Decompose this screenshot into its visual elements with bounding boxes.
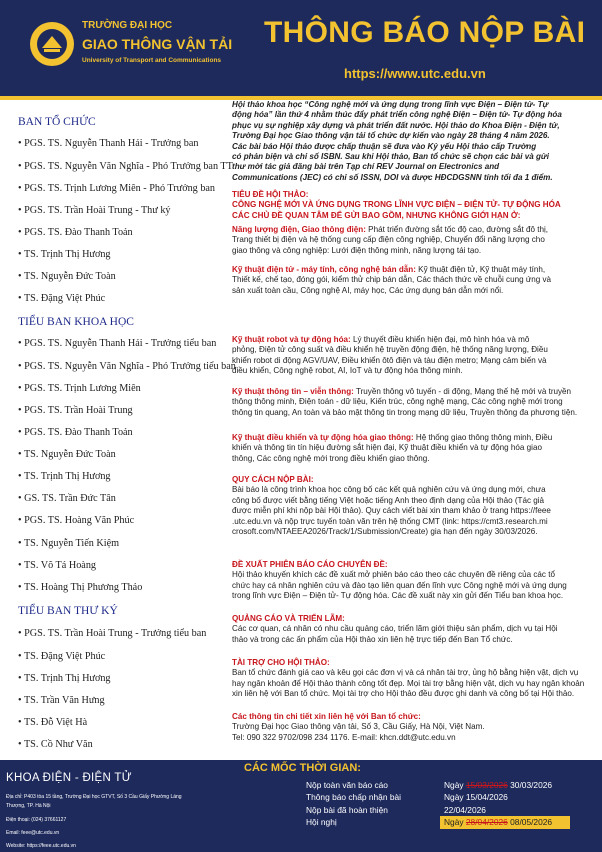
list-item: • TS. Võ Tá Hoàng [18, 560, 96, 571]
timeline-date [444, 805, 486, 815]
timeline-date-old: 28/04/2026 [465, 817, 508, 827]
timeline-label: Nộp bài đã hoàn thiện [306, 805, 388, 815]
secretariat-title: TIỂU BAN THƯ KÝ [18, 605, 118, 617]
page-title: THÔNG BÁO NỘP BÀI [264, 16, 586, 49]
special-session-heading: ĐỀ XUẤT PHIÊN BÁO CÁO CHUYÊN ĐỀ: [232, 560, 388, 569]
sponsor-heading: TÀI TRỢ CHO HỘI THẢO: [232, 658, 330, 667]
timeline-date [444, 817, 552, 827]
topic-text: Kỹ thuật điện tử, Kỹ thuật máy tính, [415, 265, 546, 274]
ads-heading: QUẢNG CÁO VÀ TRIỂN LÃM: [232, 614, 345, 623]
footer-phone: Điện thoại: (024) 37661127 [6, 817, 67, 823]
topic-text: Hệ thống giao thông thông minh, Điều [413, 433, 553, 442]
timeline-date-new: 30/03/2026 [507, 780, 553, 790]
list-item: • TS. Trần Văn Hưng [18, 695, 105, 706]
submission-text: .utc.edu.vn và nộp trực tuyến toàn văn trên hệ thống CMT (link: https://cmt3.research.mi [232, 516, 548, 526]
topic-label: Kỹ thuật robot và tự động hóa: [232, 335, 351, 344]
intro-line: phục vụ sự nghiệp xây dựng và phát triển đất nước. Hội thảo do Khoa Điện - Điện tử, [232, 120, 560, 130]
website-link[interactable]: https://www.utc.edu.vn [344, 66, 486, 81]
list-item: • TS. Cồ Như Văn [18, 739, 93, 750]
submission-section [232, 475, 594, 537]
list-item: • PGS. TS. Trịnh Lương Miên [18, 383, 141, 394]
school-name-line2: GIAO THÔNG VẬN TẢI [82, 36, 233, 52]
sponsor-text: xin liên hệ với Ban tổ chức. Mọi tài trợ cho Hội thảo đều được ghi danh và công bố tại Hội thảo. [232, 689, 575, 699]
sponsor-section [232, 658, 594, 700]
list-item: • PGS. TS. Trần Hoài Trung - Trưởng tiểu ban [18, 628, 206, 639]
topic-item-traffic-control [232, 433, 594, 464]
topic-text: thông thông minh, Điện toán - dữ liệu, Kiến trúc, công nghệ mạng, Các công nghệ mới trong [232, 397, 563, 407]
timeline-date-new: 08/05/2026 [507, 817, 553, 827]
organizing-committee-title: BAN TỔ CHỨC [18, 116, 96, 128]
list-item: • PGS. TS. Đào Thanh Toản [18, 227, 133, 238]
ads-section [232, 614, 594, 645]
footer-address: Địa chỉ: P403 tòa 15 tầng, Trường Đại học GTVT, Số 3 Cầu Giấy Phường Láng [6, 794, 182, 800]
school-name-line1: TRƯỜNG ĐẠI HỌC [82, 20, 173, 31]
topic-text: Thiết kế, chế tạo, đóng gói, kiểm thử chip bán dẫn, Các thách thức về chuỗi cung ứng và [232, 275, 552, 285]
list-item: • TS. Trịnh Thị Hương [18, 249, 111, 260]
special-session-section [232, 560, 594, 602]
topic-item-energy [232, 225, 594, 256]
footer-website[interactable]: Website: https://feee.utc.edu.vn [6, 843, 76, 849]
list-item: • PGS. TS. Trịnh Lương Miên - Phó Trưởng ban [18, 183, 215, 194]
special-session-text: chức hay cá nhân nghiên cứu và đào tạo liên quan đến lĩnh vực Công nghệ mới và ứng dụng [232, 580, 567, 590]
list-item: • TS. Hoàng Thị Phương Thảo [18, 582, 142, 593]
topic-text: Lý thuyết điều khiển hiện đại, mô hình hóa và mô [350, 335, 530, 344]
list-item: • TS. Trịnh Thị Hương [18, 471, 111, 482]
topic-text: khiển và thông tin tín hiệu đường sắt hiện đại, Kỹ thuật điều khiển và tự động hóa giao [232, 443, 542, 453]
submission-text: Bài báo là công trình khoa học công bố các kết quả nghiên cứu và ứng dụng mới, chưa [232, 485, 546, 495]
timeline-date-prefix: Ngày [444, 817, 466, 827]
scientific-committee-title: TIỂU BAN KHOA HỌC [18, 316, 134, 328]
topics-section [232, 190, 594, 221]
list-item: • PGS. TS. Đào Thanh Toản [18, 427, 133, 438]
sponsor-text: hay ngân khoản để Hội thảo thành công tốt đẹp. Mọi tài trợ bằng hiện vật, dịch vụ hay ngân khoản [232, 678, 585, 688]
intro-line: Hội thảo khoa học “Công nghệ mới và ứng dụng trong lĩnh vực Điện – Điện tử- Tự [232, 100, 549, 109]
list-item: • PGS. TS. Hoàng Văn Phúc [18, 515, 134, 526]
topics-subheading-2: CÁC CHỦ ĐỀ QUAN TÂM ĐỂ GỬI BAO GỒM, NHƯNG KHÔNG GIỚI HẠN Ở: [232, 210, 521, 220]
list-item: • PGS. TS. Nguyễn Thanh Hải - Trưởng ban [18, 138, 199, 149]
list-item: • TS. Đặng Việt Phúc [18, 651, 105, 662]
topic-text: phỏng, Điện tử công suất và điều khiển hệ truyền động điện, hệ thống năng lượng, Điều [232, 345, 548, 355]
intro-line: Trường Đại học Giao thông vận tải tổ chức dự kiến vào ngày 28 tháng 4 năm 2026. [232, 131, 550, 141]
submission-heading: QUY CÁCH NỘP BÀI: [232, 475, 314, 484]
timeline-title: CÁC MỐC THỜI GIAN: [244, 762, 361, 774]
list-item: • PGS. TS. Nguyễn Văn Nghĩa - Phó Trưởng ban TT [18, 161, 233, 172]
list-item: • TS. Trịnh Thị Hương [18, 673, 111, 684]
timeline-panel [232, 762, 596, 848]
topic-text: giao thông và công nghiệp: Lưới điện thông minh, năng lượng tái tạo. [232, 245, 482, 255]
list-item: • TS. Nguyễn Tiến Kiệm [18, 538, 119, 549]
timeline-date-old: 15/03/2026 [465, 780, 508, 790]
timeline-label: Thông báo chấp nhận bài [306, 792, 401, 802]
list-item: • TS. Nguyễn Đức Toàn [18, 449, 116, 460]
list-item: • PGS. TS. Trần Hoài Trung [18, 405, 133, 416]
list-item: • PGS. TS. Nguyễn Thanh Hải - Trưởng tiểu ban [18, 338, 216, 349]
topic-text: Trang thiết bị điện và hệ thống cung cấp điện công nghiệp, Chuyển đổi năng lượng cho [232, 235, 545, 245]
timeline-date-prefix: Ngày 15/04/2026 [444, 792, 508, 802]
special-session-text: Hội thảo khuyến khích các đề xuất mở phiên báo cáo theo các chuyên đề riêng của các tổ [232, 570, 555, 580]
list-item: • PGS. TS. Trần Hoài Trung - Thư ký [18, 205, 171, 216]
school-name-english: University of Transport and Communications [82, 57, 222, 64]
submission-text: công bố được viết bằng tiếng Việt hoặc tiếng Anh theo định dạng của Hội thảo (Tác giả [232, 495, 545, 505]
topic-text: sản xuất toàn cầu, Công nghệ AI, máy học, Các ứng dụng bán dẫn mới nổi. [232, 285, 504, 295]
timeline-label: Hội nghị [306, 817, 337, 827]
special-session-text: trong lĩnh vực Điện – Điện tử- Tự động hóa. Các đề xuất này xin gửi đến Tiểu ban khoa học. [232, 591, 564, 601]
topic-label: Kỹ thuật điện tử - máy tính, công nghệ bán dẫn: [232, 265, 416, 274]
topic-label: Năng lượng điện, Giao thông điện: [232, 225, 366, 234]
list-item: • TS. Nguyễn Đức Toàn [18, 271, 116, 282]
contact-section [232, 712, 594, 743]
contact-address: Trường Đại học Giao thông vận tải, Số 3, Cầu Giấy, Hà Nội, Việt Nam. [232, 722, 485, 732]
intro-line: động hóa” lần thứ 4 nhằm thúc đẩy phát triển công nghệ Điện – Điện tử- Tự động hóa [232, 110, 562, 120]
topics-heading: TIÊU ĐỀ HỘI THẢO: [232, 190, 309, 199]
submission-text: được miễn phí khi nộp bài Hội thảo). Quy cách viết bài xin tham khảo ở trang https://feee [232, 506, 551, 516]
list-item: • GS. TS. Trần Đức Tân [18, 493, 116, 504]
intro-line: thư mời tác giả đăng bài trên Tạp chí REV Journal on Electronics and [232, 162, 500, 172]
list-item: • TS. Đỗ Việt Hà [18, 717, 87, 728]
university-logo-icon [30, 22, 74, 66]
list-item: • PGS. TS. Nguyễn Văn Nghĩa - Phó Trưởng tiểu ban [18, 361, 236, 372]
intro-line: có phản biện và chỉ số ISBN. Sau khi Hội thảo, Ban tổ chức sẽ chọn các bài và gửi [232, 152, 549, 162]
topic-text: điều khiển, Công nghệ robot, AI, IoT và tự động hóa thông minh. [232, 366, 463, 376]
list-item: • TS. Đặng Việt Phúc [18, 293, 105, 304]
topics-subheading: CÔNG NGHỆ MỚI VÀ ỨNG DỤNG TRONG LĨNH VỰC ĐIỆN – ĐIỆN TỬ- TỰ ĐỘNG HÓA [232, 200, 561, 210]
footer-address-2: Thượng, TP. Hà Nội [6, 803, 51, 809]
timeline-label: Nộp toàn văn báo cáo [306, 780, 388, 790]
topic-text: Phát triển đường sắt tốc độ cao, đường sắt đô thị, [365, 225, 549, 234]
topic-text: thông, Các công nghệ mới trong điều khiển giao thông. [232, 453, 430, 463]
footer-email[interactable]: Email: feee@utc.edu.vn [6, 830, 60, 836]
timeline-date-prefix: 22/04/2026 [444, 805, 486, 815]
contact-heading: Các thông tin chi tiết xin liên hệ với Ban tổ chức: [232, 712, 421, 721]
sponsor-text: Ban tổ chức đánh giá cao và kêu gọi các đơn vị và cá nhân tài trợ, ủng hộ bằng hiện vật, dịch vụ [232, 668, 579, 678]
intro-line: Communications (JEC) có chỉ số ISSN, DOI và được HĐCDGSNN tính tối đa 1 điểm. [232, 172, 553, 182]
topic-text: Truyền thông vô tuyến - di động, Mạng thế hệ mới và truyền [353, 387, 572, 396]
topic-text: thông tin quang, An toàn và bảo mật thông tin trong mạng dữ liệu, Truyền thông đa phương tiện. [232, 407, 578, 417]
ads-text: Các cơ quan, cá nhân có nhu cầu quảng cáo, triển lãm giới thiệu sản phẩm, dịch vụ tại Hội [232, 624, 558, 634]
intro-paragraph [232, 100, 594, 183]
topic-item-telecom [232, 387, 594, 418]
topic-text: khiển robot di động AGV/UAV, Điều khiển ôtô điện và tàu điện metro; Mạng cảm biến và [232, 355, 547, 365]
ads-text: thảo và trong các ấn phẩm của Hội thảo xin liên hệ trực tiếp đến Ban Tổ chức. [232, 634, 513, 644]
timeline-date [444, 792, 508, 802]
topic-item-robotics [232, 335, 594, 377]
intro-line: Các bài báo Hội thảo được chấp thuận sẽ đưa vào Kỷ yếu Hội thảo cấp Trường [232, 141, 537, 151]
timeline-date-prefix: Ngày [444, 780, 466, 790]
submission-text: crosoft.com/NTAEEA2026/Track/1/Submission/Create) gia hạn đến ngày 30/03/2026. [232, 527, 538, 537]
topic-item-electronics [232, 265, 594, 296]
topic-label: Kỹ thuật điều khiển và tự động hóa giao thông: [232, 433, 414, 442]
contact-phone-email[interactable]: Tel: 090 322 9702/098 234 1176. E-mail: khcn.ddt@utc.edu.vn [232, 732, 456, 742]
department-title: KHOA ĐIỆN - ĐIỆN TỬ [6, 772, 132, 784]
timeline-date [444, 780, 552, 790]
topic-label: Kỹ thuật thông tin – viễn thông: [232, 387, 354, 396]
